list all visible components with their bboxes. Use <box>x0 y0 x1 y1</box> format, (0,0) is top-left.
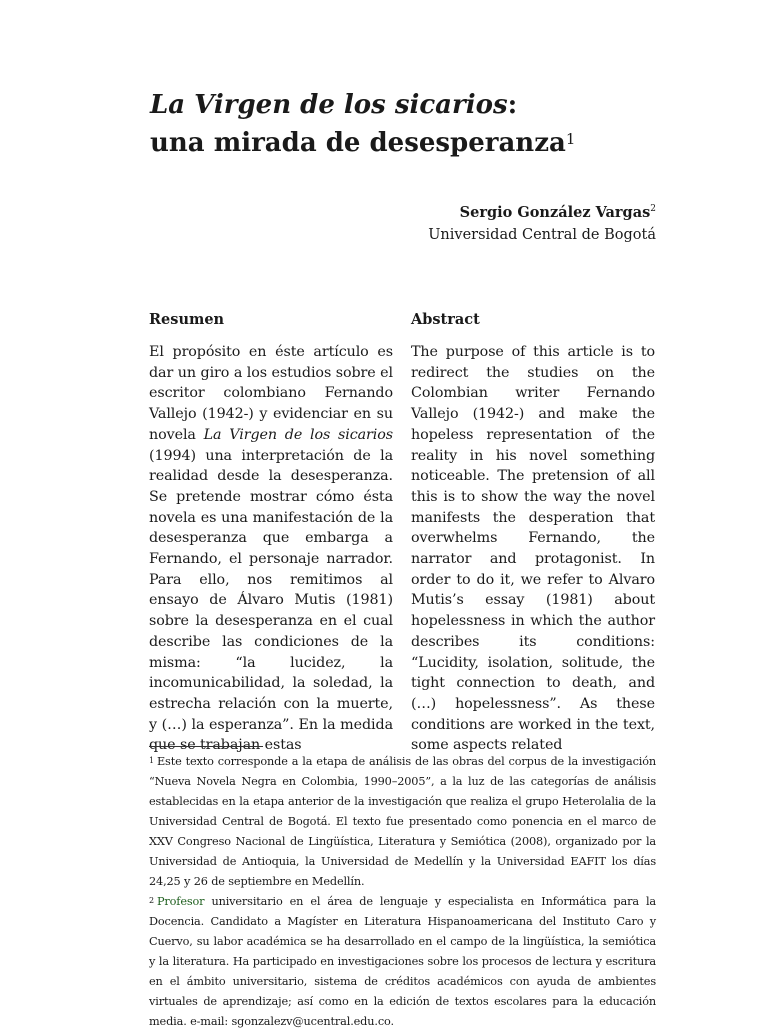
article-title <box>150 86 710 162</box>
resumen-text <box>149 342 393 756</box>
title-footnote-mark[interactable]: 1 <box>565 130 576 148</box>
title-colon: : <box>507 90 518 120</box>
resumen-novel-title: La Virgen de los sicarios <box>203 426 393 443</box>
footnotes <box>149 752 656 1032</box>
author-affiliation: Universidad Central de Bogotá <box>428 226 656 243</box>
resumen-text-part2: (1994) una interpretación de la realidad desde la desesperanza. Se pretende mostrar cómo ésta novela es una manifestación de la desesperanza que embarga a Fernando, el personaje narrador. Para ello, nos remitimos al ensayo de Álvaro Mutis (1981) sobre la desesperanza en el cual describe las condiciones de la misma: “la lucidez, la incomunicabilidad, la soledad, la estrecha relación con la muerte, y (…) la esperanza”. En la medida que se trabajan estas <box>149 447 393 754</box>
resumen-column <box>149 309 393 756</box>
footnote-1 <box>149 752 656 892</box>
abstract-column <box>411 309 655 756</box>
footnote-2-text: universitario en el área de lenguaje y especialista en Informática para la Docencia. Candidato a Magíster en Literatura Hispanoamericana del Instituto Caro y Cuervo, su labor académica se ha desarrollado en el campo de la lingüística, la semiótica y la literatura. Ha participado en investigaciones sobre los procesos de lectura y escritura en el ámbito universitario, sistema de créditos académicos con ayuda de ambientes virtuales de aprendizaje; así como en la edición de textos escolares para la educación media. e-mail: sgonzalezv@ucentral.edu.co. <box>149 895 656 1028</box>
abstract-heading: Abstract <box>411 311 480 328</box>
author-name: Sergio González Vargas <box>459 203 651 221</box>
author-footnote-mark[interactable]: 2 <box>650 204 656 214</box>
abstract-text: The purpose of this article is to redirect the studies on the Colombian writer Fernando Vallejo (1942-) and make the hopeless representation of the reality in his novel something noticeable. The pretension of all this is to show the way the novel manifests the desperation that overwhelms Fernando, the narrator and protagonist. In order to do it, we refer to Alvaro Mutis’s essay (1981) about hopelessness in which the author describes its conditions: “Lucidity, isolation, solitude, the tight connection to death, and (…) hopelessness”. As these conditions are worked in the text, some aspects related <box>411 344 655 754</box>
footnote-2-mark: 2 <box>149 896 154 905</box>
footnote-2-lead: Profesor <box>156 895 205 908</box>
title-line2: una mirada de desesperanza <box>150 128 566 158</box>
footnote-2 <box>149 892 656 1032</box>
footnote-divider <box>149 746 263 747</box>
footnote-1-mark: 1 <box>149 756 154 765</box>
resumen-text-part1: El propósito en éste artículo es dar un giro a los estudios sobre el escritor colombiano Fernando Vallejo (1942-) y evidenciar en su novela <box>149 344 393 443</box>
footnote-1-text: Este texto corresponde a la etapa de análisis de las obras del corpus de la investigación “Nueva Novela Negra en Colombia, 1990–2005”, a la luz de las categorías de análisis establecidas en la etapa anterior de la investigación que realiza el grupo Heterolalia de la Universidad Central de Bogotá. El texto fue presentado como ponencia en el marco de XXV Congreso Nacional de Lingüística, Literatura y Semiótica (2008), organizado por la Universidad de Antioquia, la Universidad de Medellín y la Universidad EAFIT los días 24,25 y 26 de septiembre en Medellín. <box>149 755 656 888</box>
title-italic: La Virgen de los sicarios <box>150 90 508 120</box>
author-block <box>428 198 656 246</box>
resumen-heading: Resumen <box>149 311 225 328</box>
